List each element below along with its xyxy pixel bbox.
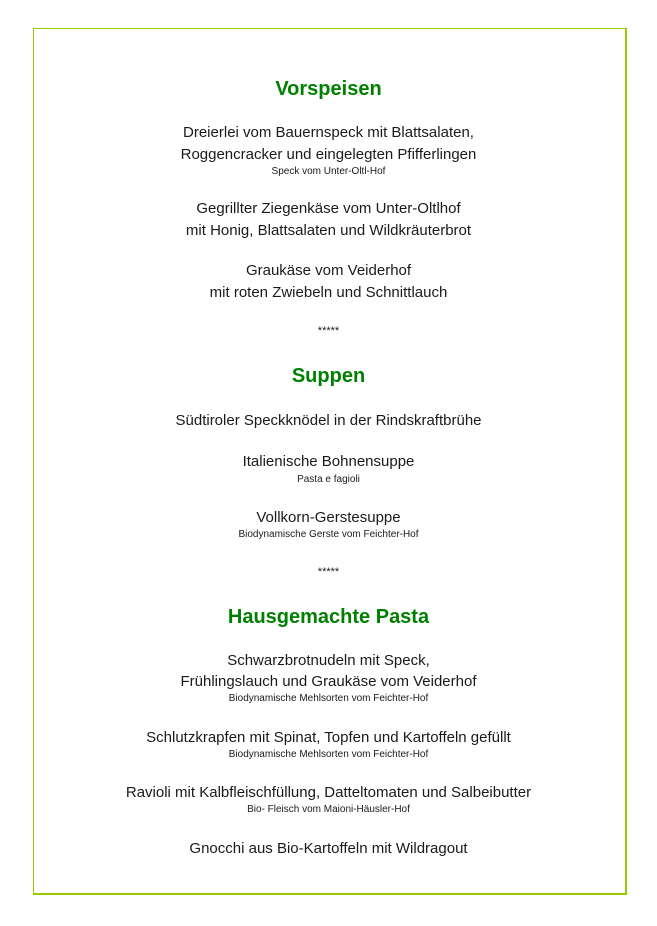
section-title-hausgemachte-pasta: Hausgemachte Pasta <box>227 606 430 628</box>
dish-line: Graukäse vom Veiderhof <box>245 262 412 279</box>
dish-line: Vollkorn-Gerstesuppe <box>256 509 401 526</box>
dish-line: Roggencracker und eingelegten Pfifferlingen <box>180 146 477 163</box>
dish-line: Schlutzkrapfen mit Spinat, Topfen und Kartoffeln gefüllt <box>146 729 511 746</box>
dish-line: Südtiroler Speckknödel in der Rindskraftbrühe <box>175 412 482 429</box>
section-separator: ***** <box>317 566 340 578</box>
dish-line: mit roten Zwiebeln und Schnittlauch <box>209 284 448 301</box>
dish-line: Italienische Bohnensuppe <box>242 453 415 470</box>
dish-line: Frühlingslauch und Graukäse vom Veiderhof <box>180 673 477 690</box>
dish-note: Biodynamische Mehlsorten vom Feichter-Hof <box>228 749 429 760</box>
dish-line: Dreierlei vom Bauernspeck mit Blattsalaten, <box>183 124 474 141</box>
dish-line: Gegrillter Ziegenkäse vom Unter-Oltlhof <box>196 200 461 217</box>
dish-line: Schwarzbrotnudeln mit Speck, <box>227 652 430 669</box>
section-separator: ***** <box>317 325 340 337</box>
dish-line: mit Honig, Blattsalaten und Wildkräuterbrot <box>185 222 472 239</box>
section-title-suppen: Suppen <box>291 365 366 387</box>
dish-note: Biodynamische Mehlsorten vom Feichter-Hof <box>228 693 429 704</box>
dish-note: Biodynamische Gerste vom Feichter-Hof <box>238 529 419 540</box>
dish-note: Bio- Fleisch vom Maioni-Häusler-Hof <box>247 804 410 815</box>
dish-note: Speck vom Unter-Oltl-Hof <box>271 166 386 177</box>
dish-line: Gnocchi aus Bio-Kartoffeln mit Wildragout <box>189 840 468 857</box>
section-title-vorspeisen: Vorspeisen <box>275 78 382 100</box>
dish-line: Ravioli mit Kalbfleischfüllung, Datteltomaten und Salbeibutter <box>125 784 532 801</box>
dish-note: Pasta e fagioli <box>297 474 360 485</box>
